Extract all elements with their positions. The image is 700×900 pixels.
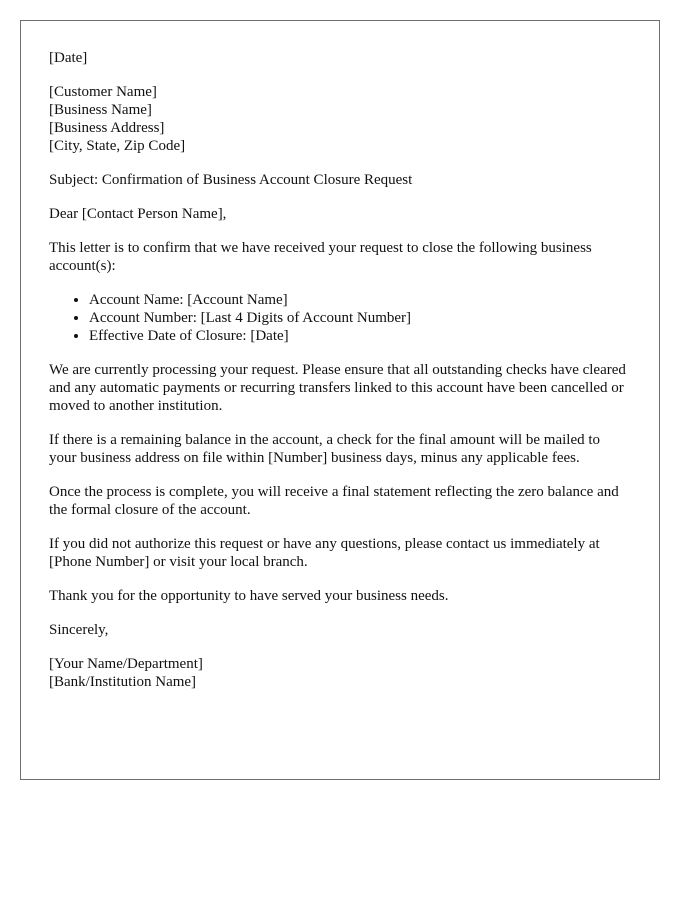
thank-you-paragraph: Thank you for the opportunity to have served your business needs. bbox=[49, 588, 449, 604]
business-name: [Business Name] bbox=[49, 102, 152, 118]
letter-date bbox=[49, 49, 630, 67]
intro-paragraph: This letter is to confirm that we have received your request to close the following business account(s): bbox=[49, 240, 592, 274]
processing-paragraph: We are currently processing your request. Please ensure that all outstanding checks have cleared and any automatic payments or recurring transfers linked to this account have been cancelled or moved to another institution. bbox=[49, 362, 626, 414]
closure-date-item: • Effective Date of Closure: [Date] bbox=[89, 327, 630, 345]
city-state-zip: [City, State, Zip Code] bbox=[49, 138, 186, 154]
recipient-address bbox=[49, 83, 630, 155]
subject-line: Subject: Confirmation of Business Account Closure Request bbox=[49, 172, 413, 188]
closing: Sincerely, bbox=[49, 622, 109, 638]
contact-paragraph: If you did not authorize this request or have any questions, please contact us immediately at [Phone Number] or visit your local branch. bbox=[49, 536, 600, 570]
letter-page bbox=[20, 20, 660, 780]
signature-block bbox=[49, 655, 630, 691]
date-text: [Date] bbox=[49, 50, 88, 66]
salutation: Dear [Contact Person Name], bbox=[49, 206, 227, 222]
business-address: [Business Address] bbox=[49, 120, 165, 136]
balance-paragraph: If there is a remaining balance in the account, a check for the final amount will be mailed to your business address on file within [Number] business days, minus any applicable fees. bbox=[49, 432, 601, 466]
customer-name: [Customer Name] bbox=[49, 84, 157, 100]
account-name-item: • Account Name: [Account Name] bbox=[89, 291, 630, 309]
account-number-item: • Account Number: [Last 4 Digits of Account Number] bbox=[89, 309, 630, 327]
signer-institution: [Bank/Institution Name] bbox=[49, 674, 197, 690]
account-details-list bbox=[49, 291, 630, 345]
signer-name-department: [Your Name/Department] bbox=[49, 656, 203, 672]
final-statement-paragraph: Once the process is complete, you will receive a final statement reflecting the zero balance and the formal closure of the account. bbox=[49, 484, 619, 518]
